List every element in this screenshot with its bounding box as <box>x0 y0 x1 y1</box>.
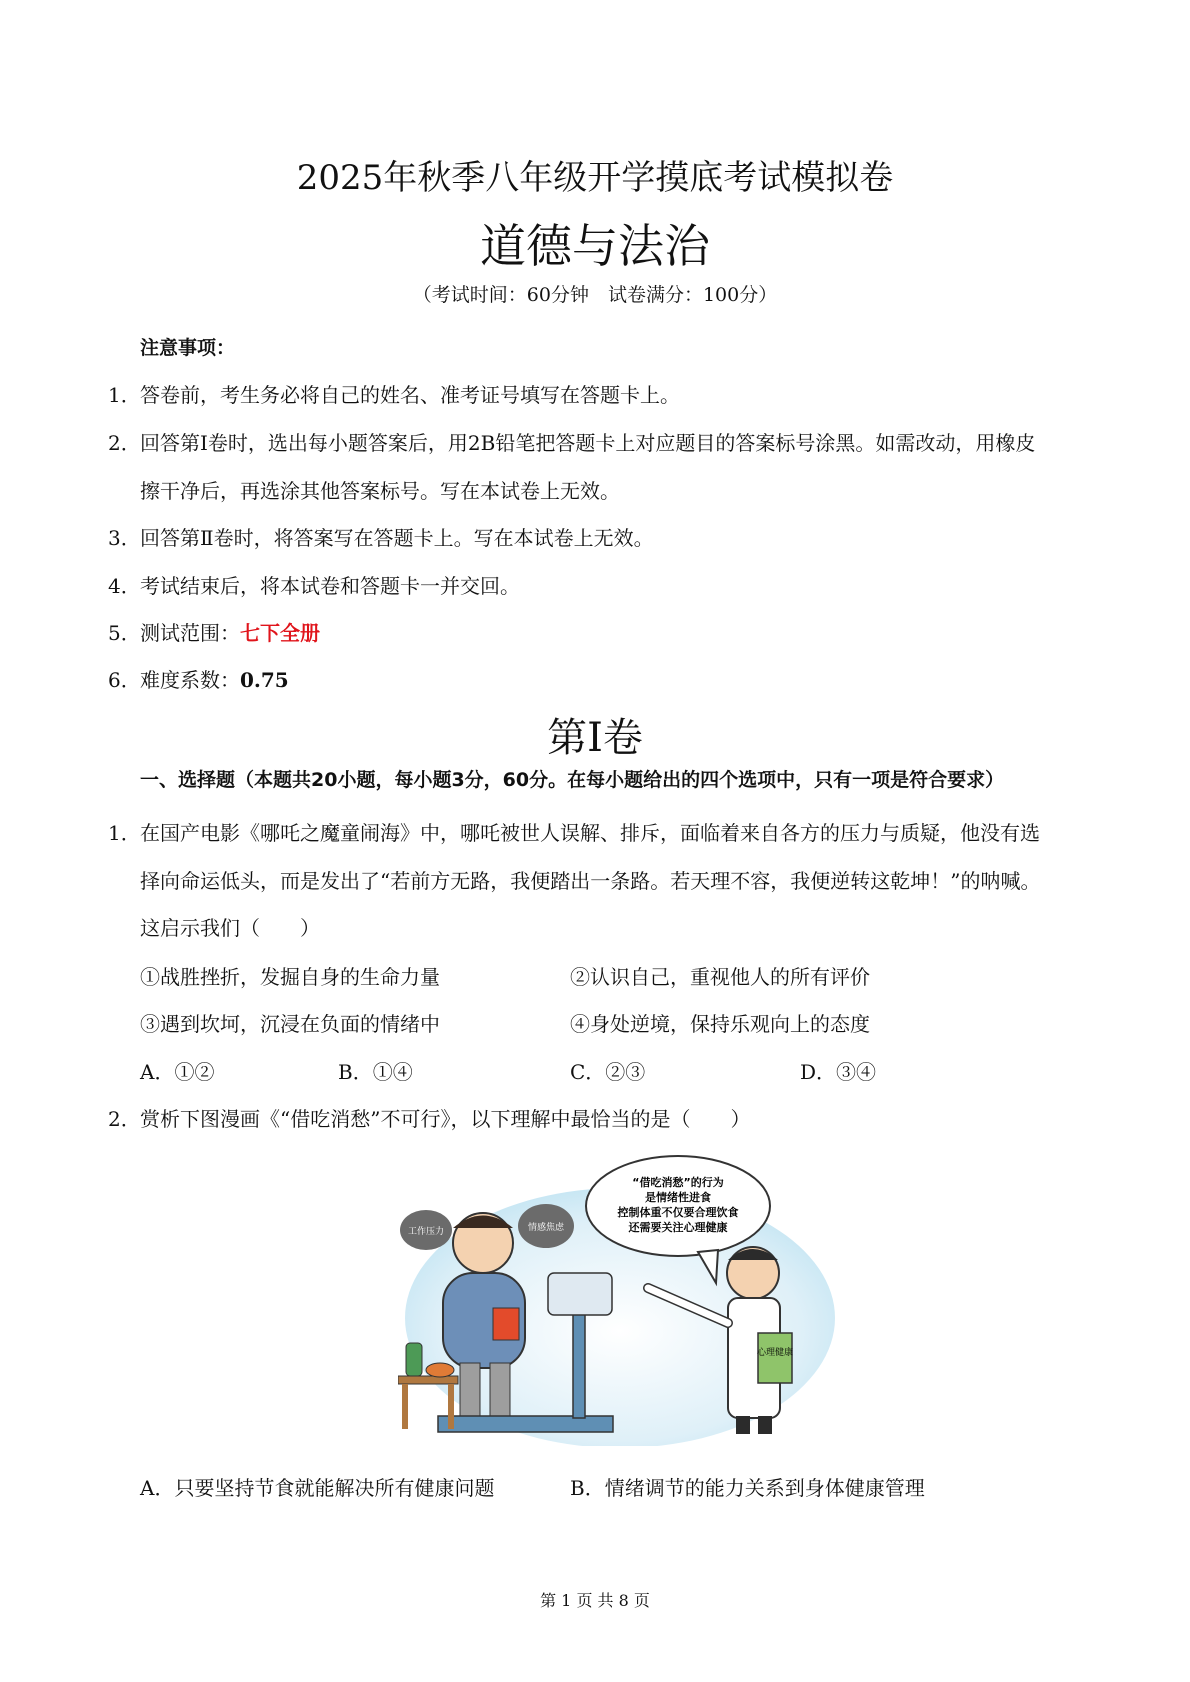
question-stem-cont: 择向命运低头，而是发出了“若前方无路，我便踏出一条路。若天理不容，我便逆转这乾坤！”的呐喊。 <box>140 869 1041 893</box>
notice-num: 2． <box>108 431 141 455</box>
test-scope-label: 测试范围： <box>140 621 240 645</box>
doctor-book <box>758 1333 792 1383</box>
notice-text <box>140 617 320 646</box>
option-b: B．①④ <box>338 1060 413 1084</box>
bubble-line-3: 控制体重不仅要合理饮食 <box>617 1206 739 1219</box>
section-description: 一、选择题（本题共20小题，每小题3分，60分。在每小题给出的四个选项中，只有一项是符合要求） <box>140 769 1005 791</box>
scale-platform <box>438 1416 613 1432</box>
notice-text-cont: 擦干净后，再选涂其他答案标号。写在本试卷上无效。 <box>140 479 620 503</box>
question-stem-cont: 这启示我们（ ） <box>140 916 320 940</box>
question-stem: 在国产电影《哪吒之魔童闹海》中，哪吒被世人误解、排斥，面临着来自各方的压力与质疑，他没有选 <box>140 821 1040 845</box>
notice-text: 回答第Ⅱ卷时，将答案写在答题卡上。写在本试卷上无效。 <box>140 526 654 550</box>
bubble-line-4: 还需要关注心理健康 <box>628 1221 728 1234</box>
question-num: 2． <box>108 1107 141 1131</box>
option-a: A．只要坚持节食就能解决所有健康问题 <box>140 1476 495 1500</box>
bottle <box>406 1343 422 1376</box>
bubble-line-1: “借吃消愁”的行为 <box>632 1176 724 1189</box>
statement-2: ②认识自己，重视他人的所有评价 <box>570 965 870 989</box>
statement-4: ④身处逆境，保持乐观向上的态度 <box>570 1012 870 1036</box>
question-stem: 赏析下图漫画《“借吃消愁”不可行》，以下理解中最恰当的是（ ） <box>140 1107 751 1131</box>
bubble-line-2: 是情绪性进食 <box>645 1191 711 1204</box>
statement-3: ③遇到坎坷，沉浸在负面的情绪中 <box>140 1012 440 1036</box>
question-num: 1． <box>108 821 141 845</box>
notice-num: 4． <box>108 574 141 598</box>
notice-text: 考试结束后，将本试卷和答题卡一并交回。 <box>140 574 520 598</box>
notice-num: 3． <box>108 526 141 550</box>
worry-cloud-1-label: 工作压力 <box>407 1227 445 1237</box>
scale-dial <box>548 1273 612 1315</box>
section-title: 第Ⅰ卷 <box>547 715 643 761</box>
difficulty-value: 0.75 <box>240 668 289 692</box>
notice-text: 回答第Ⅰ卷时，选出每小题答案后，用2B铅笔把答题卡上对应题目的答案标号涂黑。如需改动，用橡皮 <box>140 431 1036 455</box>
snack-bag <box>493 1308 519 1340</box>
notice-num: 6． <box>108 668 141 692</box>
notice-heading: 注意事项： <box>140 337 236 359</box>
statement-1: ①战胜挫折，发掘自身的生命力量 <box>140 965 440 989</box>
option-d: D．③④ <box>800 1060 877 1084</box>
doctor-book-label: 心理健康 <box>756 1348 794 1358</box>
notice-text <box>140 664 289 693</box>
exam-title: 2025年秋季八年级开学摸底考试模拟卷 <box>296 158 894 198</box>
option-c: C．②③ <box>570 1060 646 1084</box>
cartoon-illustration <box>398 1148 842 1446</box>
exam-info: （考试时间：60分钟 试卷满分：100分） <box>412 284 778 306</box>
difficulty-label: 难度系数： <box>140 668 240 692</box>
notice-num: 5． <box>108 621 141 645</box>
notice-text: 答卷前，考生务必将自己的姓名、准考证号填写在答题卡上。 <box>140 383 680 407</box>
option-a: A．①② <box>140 1060 215 1084</box>
worry-cloud-2-label: 情感焦虑 <box>527 1223 565 1233</box>
notice-num: 1． <box>108 383 141 407</box>
subject-title: 道德与法治 <box>480 219 710 273</box>
page-footer: 第 1 页 共 8 页 <box>540 1591 650 1610</box>
test-scope-value: 七下全册 <box>240 621 320 645</box>
option-b: B．情绪调节的能力关系到身体健康管理 <box>570 1476 925 1500</box>
